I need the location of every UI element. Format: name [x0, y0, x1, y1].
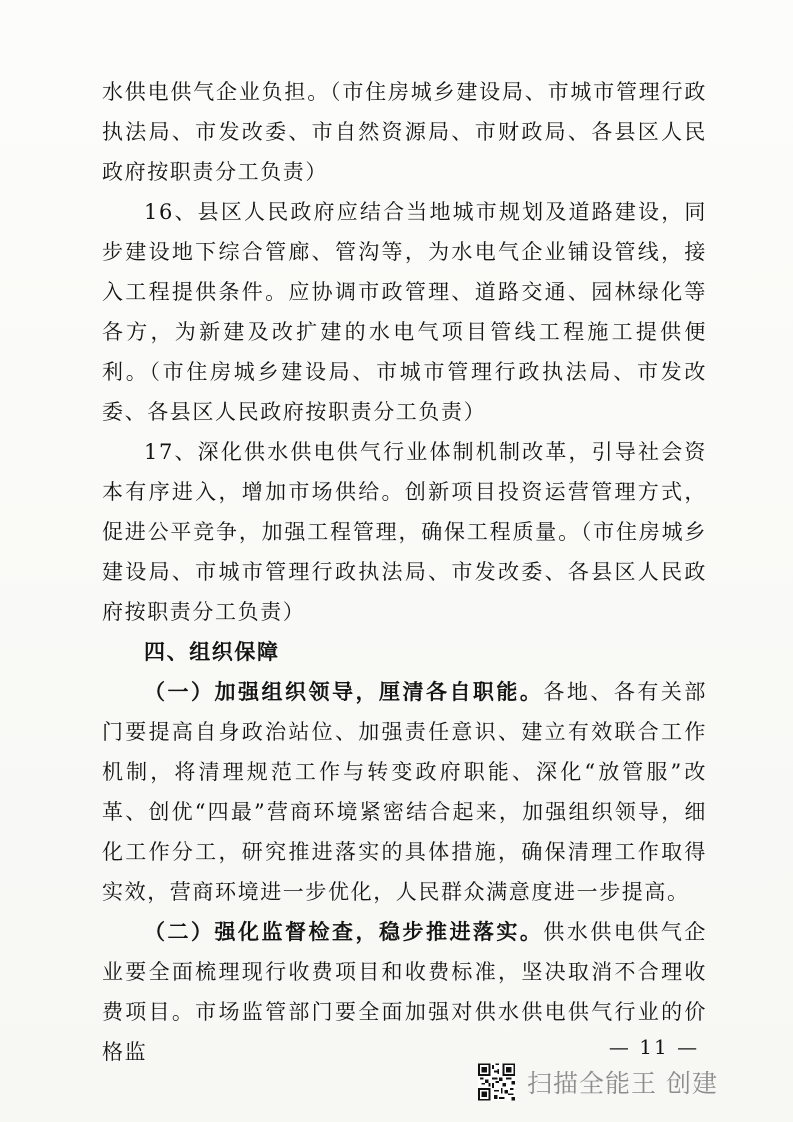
section-heading: 四、组织保障	[144, 639, 280, 664]
subsection-1	[102, 672, 707, 912]
page-number: — 11 —	[608, 1035, 700, 1059]
qr-code-icon	[478, 1062, 515, 1102]
subsection-1-lead: （一）加强组织领导，厘清各自职能。	[144, 679, 544, 704]
subsection-2-lead: （二）强化监督检查，稳步推进落实。	[144, 919, 544, 944]
subsection-2-text: 供水供电供气企业要全面梳理现行收费项目和收费标准，坚决取消不合理收费项目。市场监管部门要全面加强对供水供电供气行业的价格监	[102, 920, 707, 1064]
scanner-watermark	[478, 1059, 718, 1105]
subsection-1-text: 各地、各有关部门要提高自身政治站位、加强责任意识、建立有效联合工作机制，将清理规范工作与转变政府职能、深化“放管服”改革、创优“四最”营商环境紧密结合起来，加强组织领导，细化工作分工，研究推进落实的具体措施，确保清理工作取得实效，营商环境进一步优化，人民群众满意度进一步提高。	[102, 680, 707, 904]
document-body	[102, 72, 707, 1072]
paragraph-item-17: 17、深化供水供电供气行业体制机制改革，引导社会资本有序进入，增加市场供给。创新项目投资运营管理方式，促进公平竞争，加强工程管理，确保工程质量。（市住房城乡建设局、市城市管理行政执法局、市发改委、各县区人民政府按职责分工负责）	[102, 440, 707, 624]
paragraph-item-16: 16、县区人民政府应结合当地城市规划及道路建设，同步建设地下综合管廊、管沟等，为水电气企业铺设管线，接入工程提供条件。应协调市政管理、道路交通、园林绿化等各方，为新建及改扩建的水电气项目管线工程施工提供便利。（市住房城乡建设局、市城市管理行政执法局、市发改委、各县区人民政府按职责分工负责）	[102, 200, 707, 424]
watermark-text: 扫描全能王 创建	[527, 1069, 718, 1098]
paragraph-continuation: 水供电供气企业负担。（市住房城乡建设局、市城市管理行政执法局、市发改委、市自然资源局、市财政局、各县区人民政府按职责分工负责）	[102, 80, 707, 184]
